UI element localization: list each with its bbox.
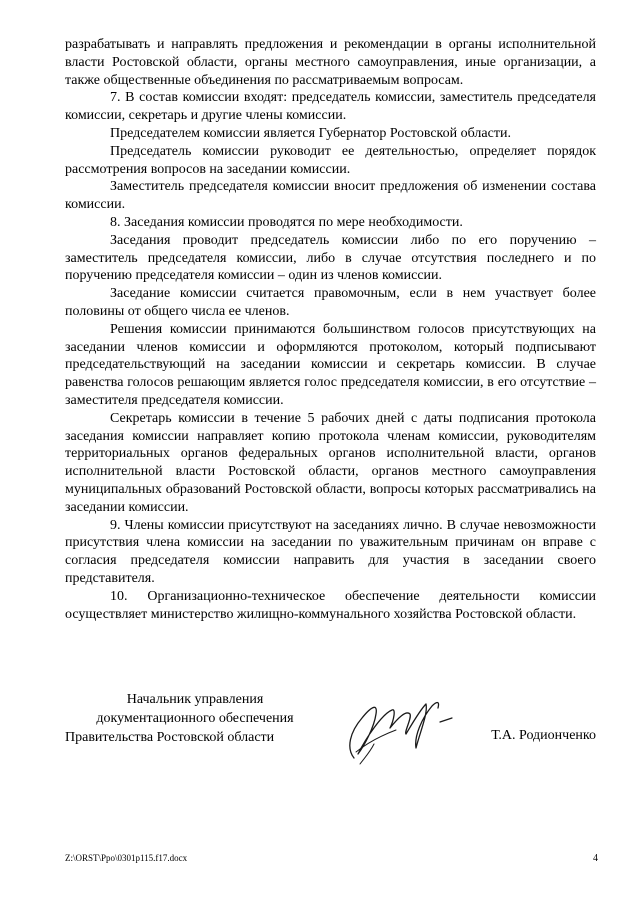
signatory-title [65,690,325,747]
signatory-title-line: Начальник управления [126,692,264,707]
file-path: Z:\ORST\Ppo\0301p115.f17.docx [65,853,188,863]
paragraph: Секретарь комиссии в течение 5 рабочих дней с даты подписания протокола заседания комиссии направляет копию протокола членам комиссии, руководителям территориальных органов федеральных органов исполнительной власти, органов исполнительной власти Ростовской области, органов местного самоуправления муниципальных образований Ростовской области, вопросы которых рассматривались на заседании комиссии. [65,410,596,515]
signatory-title-line: документационного обеспечения [96,711,294,726]
signatory-title-line: Правительства Ростовской области [65,730,275,745]
paragraph: 7. В состав комиссии входят: председатель комиссии, заместитель председателя комиссии, секретарь и другие члены комиссии. [65,90,596,124]
paragraph: Председатель комиссии руководит ее деятельностью, определяет порядок рассмотрения вопросов на заседании комиссии. [65,143,596,177]
paragraph: Решения комиссии принимаются большинством голосов присутствующих на заседании членов комиссии и оформляются протоколом, который подписывают председательствующий на заседании комиссии и секретарь комиссии. В случае равенства голосов решающим является голос председателя комиссии, в его отсутствие – заместителя председателя комиссии. [65,321,596,408]
paragraph: 10. Организационно-техническое обеспечение деятельности комиссии осуществляет министерство жилищно-коммунального хозяйства Ростовской области. [65,588,596,622]
paragraph: Председателем комиссии является Губернатор Ростовской области. [110,125,511,141]
handwritten-signature [336,688,466,768]
signatory-name: Т.А. Родионченко [491,728,596,743]
paragraph: 8. Заседания комиссии проводятся по мере необходимости. [110,214,463,230]
page-number: 4 [593,853,598,864]
document-body [65,36,596,623]
paragraph: Заседания проводит председатель комиссии либо по его поручению – заместитель председателя комиссии, либо в случае отсутствия последнего и по поручению председателя комиссии – один из членов комиссии. [65,232,596,284]
paragraph: Заместитель председателя комиссии вносит предложения об изменении состава комиссии. [65,179,596,213]
paragraph: разрабатывать и направлять предложения и рекомендации в органы исполнительной власти Ростовской области, органы местного самоуправления, иные организации, а также общественные объединения по рассматриваемым вопросам. [65,37,596,88]
paragraph: Заседание комиссии считается правомочным, если в нем участвует более половины от общего числа ее членов. [65,286,596,319]
paragraph: 9. Члены комиссии присутствуют на заседаниях лично. В случае невозможности присутствия члена комиссии на заседании по уважительным причинам он вправе с согласия председателя комиссии направить для участия в заседании своего представителя. [65,517,596,586]
